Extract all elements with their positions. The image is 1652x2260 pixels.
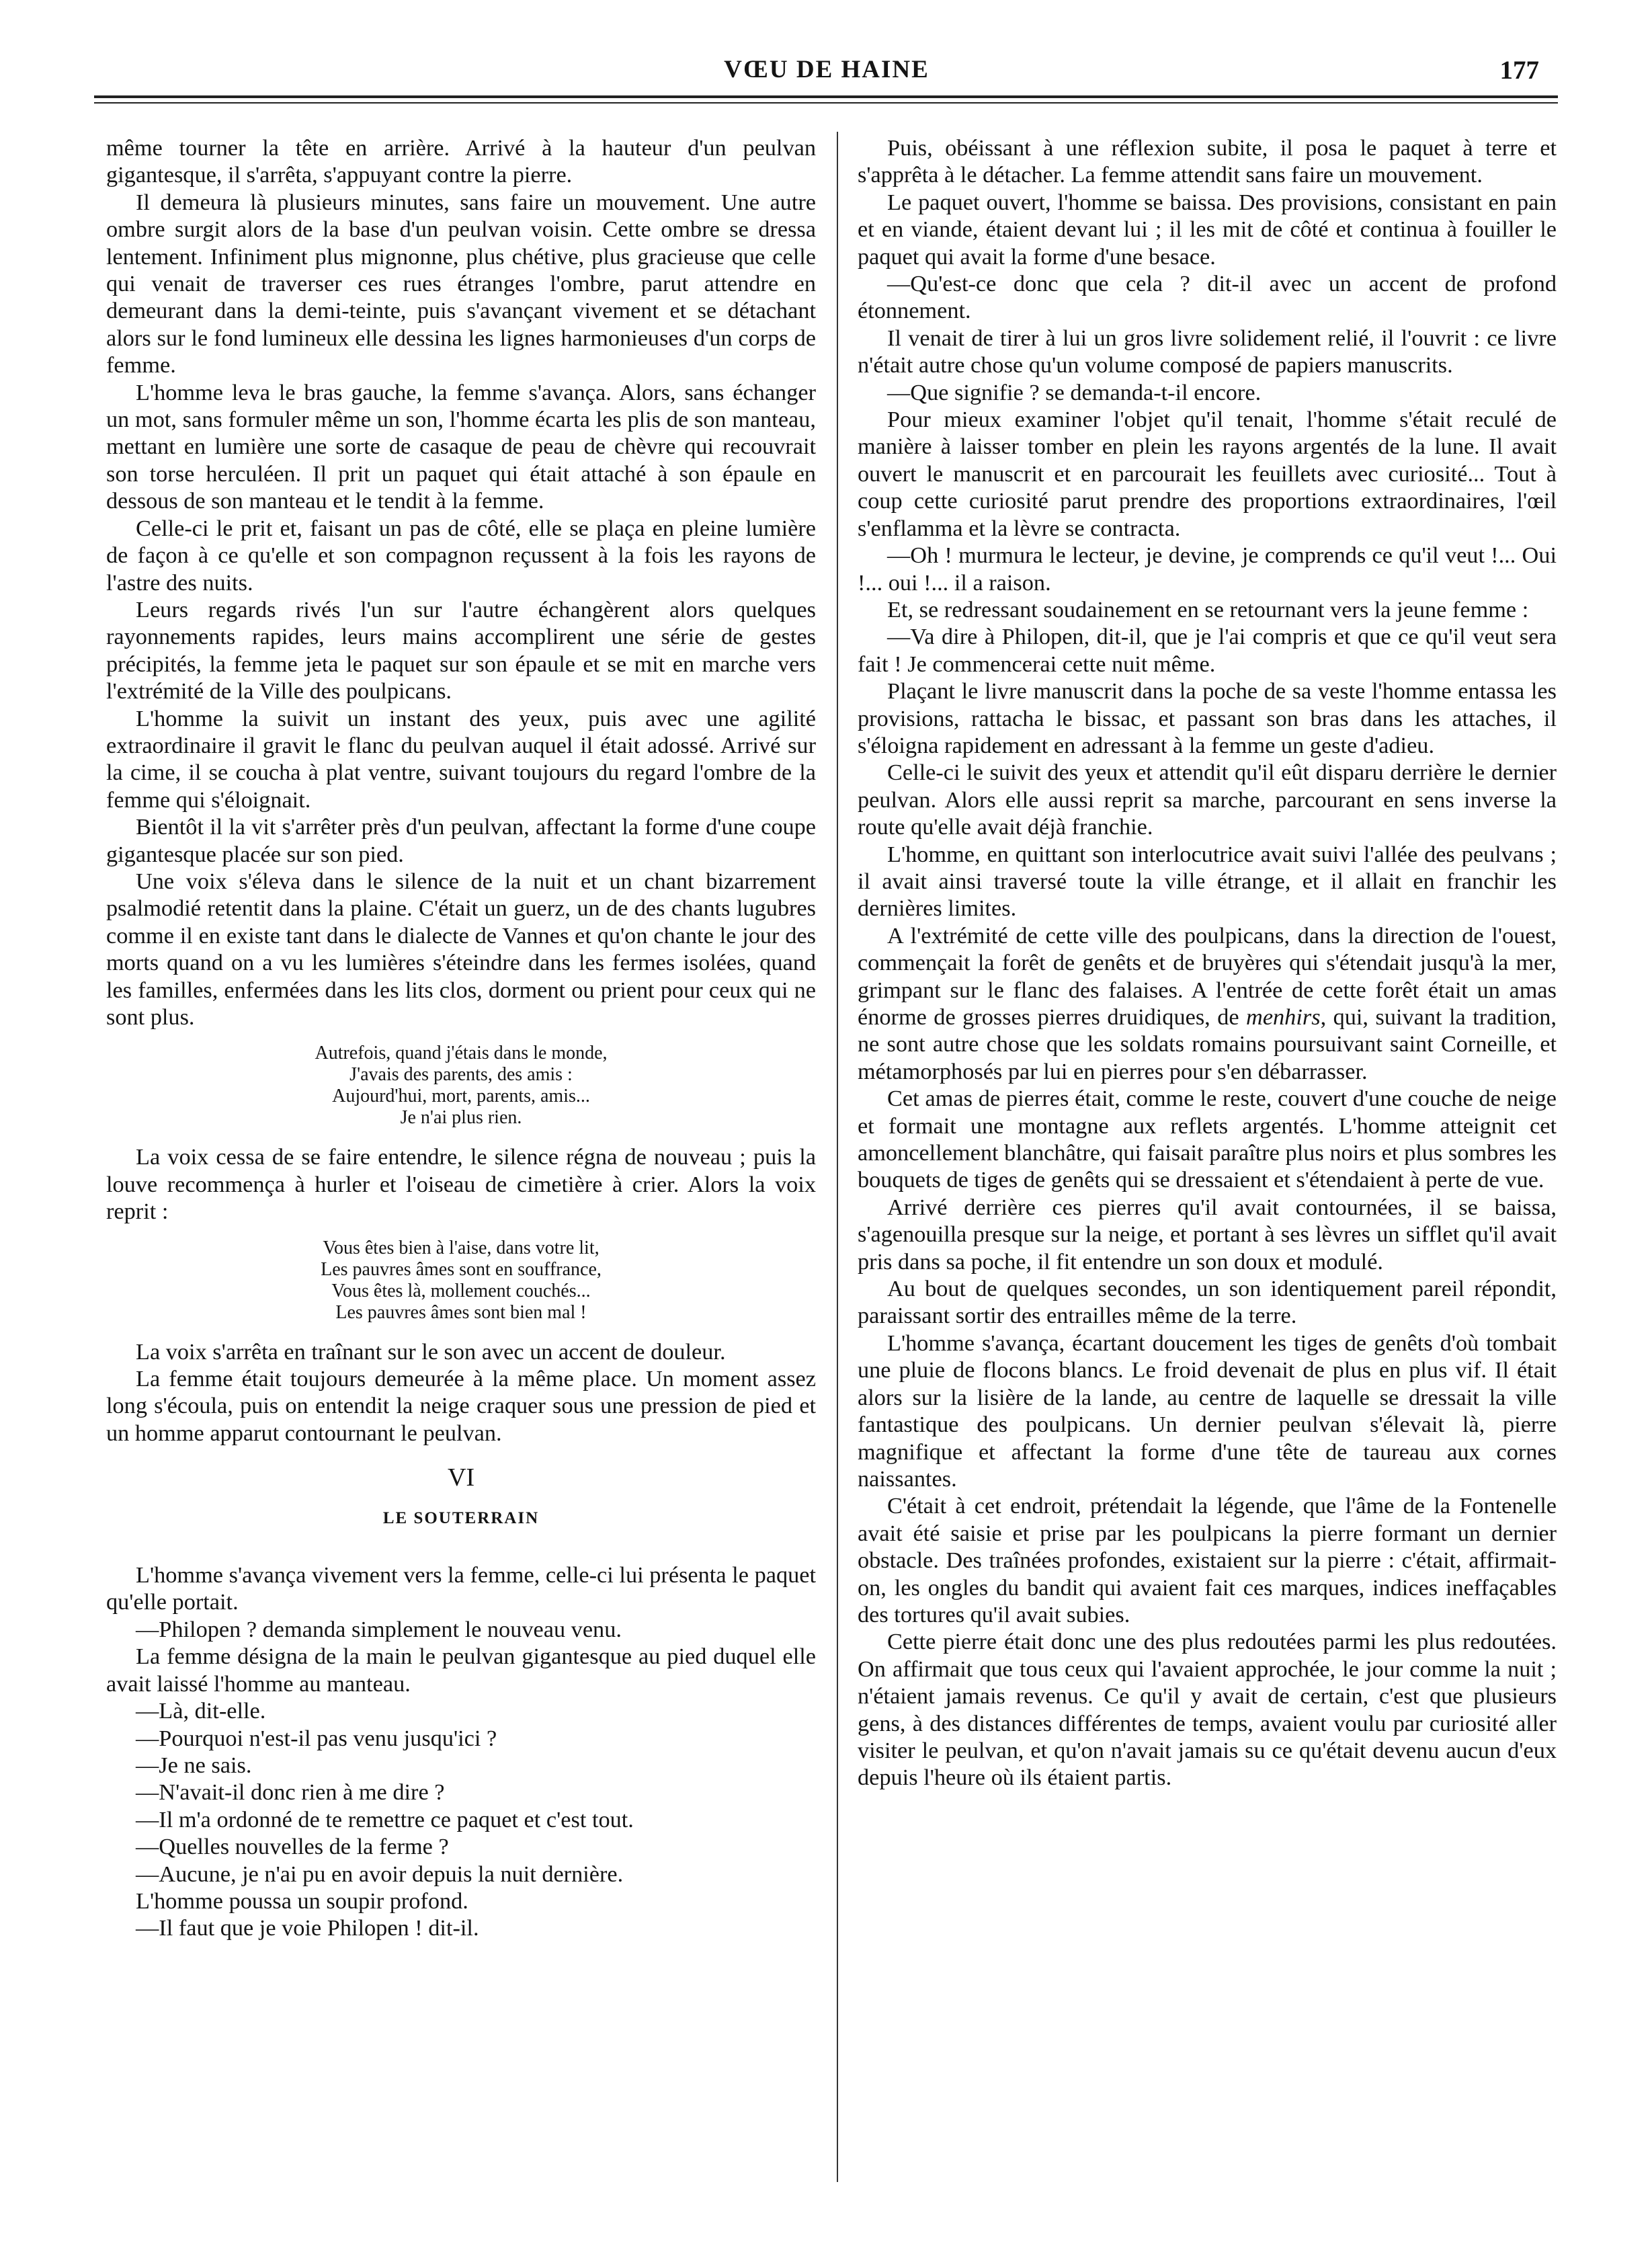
paragraph: L'homme poussa un soupir profond. — [136, 1888, 468, 1914]
running-title: VŒU DE HAINE — [724, 56, 930, 83]
paragraph: Une voix s'éleva dans le silence de la nuit et un chant bizarrement psalmodié retentit dans la plaine. C'était un guerz, un de des chants lugubres comme il en existe tant dans le dialecte de Vannes et qu'on chante le jour des morts quand on a vu les lumières s'éteindre dans les fermes isolées, quand les familles, enfermées dans les lits clos, dorment ou prient pour ceux qui ne sont plus. — [106, 868, 816, 1030]
paragraph: Il demeura là plusieurs minutes, sans faire un mouvement. Une autre ombre surgit alors de la base d'un peulvan voisin. Cette ombre se dressa lentement. Infiniment plus mignonne, plus chétive, plus gracieuse que celle qui venait de traverser ces rues étranges l'ombre, parut attendre en demeurant dans la demi-teinte, puis s'avançant vivement et se détachant alors sur le fond lumineux elle dessina les lignes harmonieuses d'un corps de femme. — [106, 189, 816, 378]
paragraph: Cet amas de pierres était, comme le reste, couvert d'une couche de neige et formait une montagne aux reflets argentés. L'homme atteignit cet amoncellement blanchâtre, qui faisait paraître plus noirs et plus sombres les bouquets de tiges de genêts qui se dressaient et s'étendaient à perte de vue. — [858, 1086, 1557, 1193]
left-column — [106, 134, 816, 1942]
header-rule-thick — [94, 95, 1558, 98]
paragraph: Et, se redressant soudainement en se retournant vers la jeune femme : — [887, 596, 1529, 622]
verse-line: Les pauvres âmes sont en souffrance, — [321, 1258, 602, 1280]
verse-line: Autrefois, quand j'étais dans le monde, — [315, 1043, 608, 1064]
paragraph: Plaçant le livre manuscrit dans la poche de sa veste l'homme entassa les provisions, rattacha le bissac, et passant son bras dans les attaches, il s'éloigna rapidement en adressant à la femme un geste d'adieu. — [858, 678, 1557, 758]
paragraph: Bientôt il la vit s'arrêter près d'un peulvan, affectant la forme d'une coupe gigantesque placée sur son pied. — [106, 814, 816, 867]
verse-block — [106, 1238, 816, 1324]
paragraph — [858, 922, 1557, 1085]
verse-line: Vous êtes là, mollement couchés... — [331, 1280, 591, 1301]
text-run: , qui, suivant la tradition, ne sont autre chose que les soldats romains poursuivant saint Corneille, et métamorphosés par lui en pierres pour s'en débarrasser. — [858, 1004, 1557, 1084]
paragraph: Il venait de tirer à lui un gros livre solidement relié, il l'ouvrit : ce livre n'était autre chose qu'un volume composé de papiers manuscrits. — [858, 325, 1557, 378]
header-rule-thin — [94, 102, 1558, 104]
paragraph: L'homme s'avança, écartant doucement les tiges de genêts d'où tombait une pluie de flocons blancs. Le froid devenait de plus en plus vif. Il était alors sur la lisière de la lande, au centre de laquelle se dressait la ville fantastique des poulpicans. Un dernier peulvan s'élevait là, pierre magnifique et affectant la forme d'une tête de taureau aux cornes naissantes. — [858, 1330, 1557, 1492]
chapter-title: LE SOUTERRAIN — [382, 1508, 540, 1527]
paragraph: L'homme, en quittant son interlocutrice avait suivi l'allée des peulvans ; il avait ainsi traversé toute la ville étrange, et il allait en franchir les dernières limites. — [858, 841, 1557, 922]
verse-block — [106, 1043, 816, 1129]
paragraph: Arrivé derrière ces pierres qu'il avait contournées, il se baissa, s'agenouilla presque sur la neige, et portant à ses lèvres un sifflet qu'il avait pris dans sa poche, il fit entendre un son doux et modulé. — [858, 1194, 1557, 1275]
dialogue-line: —Il faut que je voie Philopen ! dit-il. — [136, 1915, 479, 1941]
dialogue-line: —Philopen ? demanda simplement le nouveau venu. — [136, 1616, 622, 1642]
page-number: 177 — [1499, 56, 1539, 85]
verse-line: J'avais des parents, des amis : — [349, 1064, 573, 1086]
paragraph: Leurs regards rivés l'un sur l'autre échangèrent alors quelques rayonnements rapides, leurs mains accomplirent une série de gestes précipités, la femme jeta le paquet sur son épaule et se mit en marche vers l'extrémité de la Ville des poulpicans. — [106, 596, 816, 704]
paragraph: Cette pierre était donc une des plus redoutées parmi les plus redoutées. On affirmait que tous ceux qui l'avaient approchée, le jour comme la nuit ; n'étaient jamais revenus. Ce qu'il y avait de certain, c'est que plusieurs gens, à des distances différentes de temps, avaient voulu par curiosité aller visiter le peulvan, et qu'on n'avait jamais su ce qu'était devenu aucun d'eux depuis l'heure où ils étaient partis. — [858, 1629, 1557, 1791]
paragraph: Celle-ci le prit et, faisant un pas de côté, elle se plaça en pleine lumière de façon à ce qu'elle et son compagnon reçussent à la fois les rayons de l'astre des nuits. — [106, 515, 816, 596]
dialogue-line: —Va dire à Philopen, dit-il, que je l'ai compris et que ce qu'il veut sera fait ! Je commencerai cette nuit même. — [858, 624, 1557, 677]
dialogue-line: —Je ne sais. — [136, 1752, 252, 1778]
paragraph: La voix cessa de se faire entendre, le silence régna de nouveau ; puis la louve recommença à hurler et l'oiseau de cimetière à crier. Alors la voix reprit : — [106, 1144, 816, 1225]
column-divider — [837, 132, 838, 2182]
italic-term: menhirs — [1246, 1004, 1321, 1030]
text-run: A l'extrémité de cette ville des poulpicans, dans la direction de l'ouest, commençait la forêt de genêts et de bruyères qui s'étendait jusqu'à la mer, grimpant sur le flanc des falaises. A l'entrée de cette forêt était un amas énorme de grosses pierres druidiques, de — [858, 922, 1557, 1030]
dialogue-line: —Qu'est-ce donc que cela ? dit-il avec un accent de profond étonnement. — [858, 271, 1557, 324]
paragraph: La femme désigna de la main le peulvan gigantesque au pied duquel elle avait laissé l'homme au manteau. — [106, 1644, 816, 1697]
paragraph: Le paquet ouvert, l'homme se baissa. Des provisions, consistant en pain et en viande, étaient devant lui ; il les mit de côté et continua à fouiller le paquet qui avait la forme d'une besace. — [858, 189, 1557, 270]
right-column — [858, 134, 1557, 1791]
verse-line: Les pauvres âmes sont bien mal ! — [335, 1301, 587, 1323]
paragraph: Puis, obéissant à une réflexion subite, il posa le paquet à terre et s'apprêta à le détacher. La femme attendit sans faire un mouvement. — [858, 135, 1557, 188]
paragraph: C'était à cet endroit, prétendait la légende, que l'âme de la Fontenelle avait été saisie et prise par les poulpicans la pierre formant un dernier obstacle. Des traînées profondes, existaient sur la pierre : c'était, affirmait-on, les ongles du bandit qui avaient fait ces marques, indices ineffaçables des tortures qu'il avait subies. — [858, 1493, 1557, 1627]
verse-line: Je n'ai plus rien. — [400, 1107, 522, 1129]
dialogue-line: —Oh ! murmura le lecteur, je devine, je comprends ce qu'il veut !... Oui !... oui !... il a raison. — [858, 542, 1557, 596]
paragraph: La femme était toujours demeurée à la même place. Un moment assez long s'écoula, puis on entendit la neige craquer sous une pression de pied et un homme apparut contournant le peulvan. — [106, 1366, 816, 1446]
paragraph: La voix s'arrêta en traînant sur le son avec un accent de douleur. — [136, 1338, 726, 1365]
verse-line: Aujourd'hui, mort, parents, amis... — [332, 1086, 590, 1107]
paragraph: même tourner la tête en arrière. Arrivé à la hauteur d'un peulvan gigantesque, il s'arrêta, s'appuyant contre la pierre. — [106, 135, 816, 188]
dialogue-line: —Pourquoi n'est-il pas venu jusqu'ici ? — [136, 1725, 497, 1751]
dialogue-line: —Que signifie ? se demanda-t-il encore. — [887, 379, 1262, 405]
dialogue-line: —Aucune, je n'ai pu en avoir depuis la nuit dernière. — [136, 1861, 624, 1887]
paragraph: L'homme leva le bras gauche, la femme s'avança. Alors, sans échanger un mot, sans formuler même un son, l'homme écarta les plis de son manteau, mettant en lumière une sorte de casaque de peau de chèvre qui recouvrait son torse herculéen. Il prit un paquet qui était attaché à son épaule en dessous de son manteau et le tendit à la femme. — [106, 379, 816, 514]
dialogue-line: —Il m'a ordonné de te remettre ce paquet et c'est tout. — [136, 1806, 634, 1832]
dialogue-line: —N'avait-il donc rien à me dire ? — [136, 1779, 445, 1806]
chapter-number: VI — [447, 1463, 475, 1492]
paragraph: L'homme la suivit un instant des yeux, puis avec une agilité extraordinaire il gravit le flanc du peulvan auquel il était adossé. Arrivé sur la cime, il se coucha à plat ventre, suivant toujours du regard l'ombre de la femme qui s'éloignait. — [106, 705, 816, 813]
paragraph: L'homme s'avança vivement vers la femme, celle-ci lui présenta le paquet qu'elle portait. — [106, 1562, 816, 1615]
paragraph: Pour mieux examiner l'objet qu'il tenait, l'homme s'était reculé de manière à laisser tomber en plein les rayons argentés de la lune. Il avait ouvert le manuscrit et en parcourait les feuillets avec curiosité... Tout à coup cette curiosité parut prendre des proportions extraordinaires, l'œil s'enflamma et la lèvre se contracta. — [858, 407, 1557, 541]
paragraph: Au bout de quelques secondes, un son identiquement pareil répondit, paraissant sortir des entrailles même de la terre. — [858, 1276, 1557, 1329]
dialogue-line: —Quelles nouvelles de la ferme ? — [136, 1834, 449, 1860]
verse-line: Vous êtes bien à l'aise, dans votre lit, — [323, 1237, 600, 1258]
paragraph: Celle-ci le suivit des yeux et attendit qu'il eût disparu derrière le dernier peulvan. Alors elle aussi reprit sa marche, parcourant en sens inverse la route qu'elle avait déjà franchie. — [858, 760, 1557, 840]
dialogue-line: —Là, dit-elle. — [136, 1698, 266, 1724]
